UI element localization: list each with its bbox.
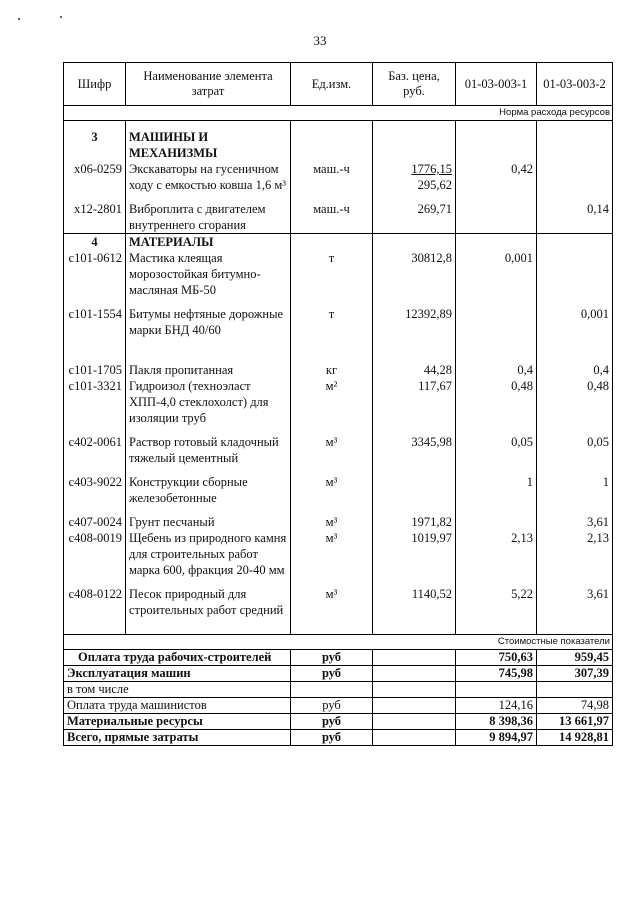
row-code: с101-0612 — [64, 250, 126, 298]
row-unit: маш.-ч — [291, 201, 373, 234]
row-price: 1776,15 295,62 — [373, 161, 456, 193]
totals-value-1: 8 398,36 — [456, 714, 537, 730]
section-title: МАШИНЫ И МЕХАНИЗМЫ — [126, 129, 291, 161]
totals-label: Материальные ресурсы — [64, 714, 291, 730]
table-row — [64, 530, 613, 578]
scan-speck — [60, 16, 62, 18]
row-unit: т — [291, 250, 373, 298]
row-value-1: 2,13 — [456, 530, 537, 578]
row-unit: кг — [291, 362, 373, 378]
row-name: Раствор готовый кладочный тяжелый цементный — [126, 434, 291, 466]
row-value-2: 3,61 — [537, 514, 613, 530]
scan-speck — [18, 18, 20, 20]
header-name: Наименование элемента затрат — [126, 63, 291, 106]
row-name: Экскаваторы на гусеничном ходу с емкостью ковша 1,6 м³ — [126, 161, 291, 193]
row-value-2: 0,4 — [537, 362, 613, 378]
norm-caption: Норма расхода ресурсов — [64, 106, 613, 121]
totals-value-1: 750,63 — [456, 650, 537, 666]
row-value-1: 0,001 — [456, 250, 537, 298]
row-value-1: 0,48 — [456, 378, 537, 426]
row-name: Конструкции сборные железобетонные — [126, 474, 291, 506]
totals-unit — [291, 682, 373, 698]
row-name: Виброплита с двигателем внутреннего сгорания — [126, 201, 291, 234]
table-row — [64, 586, 613, 618]
row-value-2: 0,48 — [537, 378, 613, 426]
row-value-2: 1 — [537, 474, 613, 506]
row-value-2: 0,05 — [537, 434, 613, 466]
row-name: Пакля пропитанная — [126, 362, 291, 378]
row-name: Песок природный для строительных работ средний — [126, 586, 291, 618]
row-price: 1971,82 — [373, 514, 456, 530]
table-row — [64, 362, 613, 378]
row-value-2: 0,001 — [537, 306, 613, 338]
totals-value-2: 959,45 — [537, 650, 613, 666]
row-price: 44,28 — [373, 362, 456, 378]
table-row — [64, 474, 613, 506]
totals-unit: руб — [291, 730, 373, 746]
row-value-1: 0,42 — [456, 161, 537, 193]
row-code: х12-2801 — [64, 201, 126, 234]
row-unit: маш.-ч — [291, 161, 373, 193]
row-code: с408-0019 — [64, 530, 126, 578]
table-row — [64, 514, 613, 530]
row-value-2: 3,61 — [537, 586, 613, 618]
row-value-1: 0,05 — [456, 434, 537, 466]
row-value-2: 2,13 — [537, 530, 613, 578]
totals-value-2: 13 661,97 — [537, 714, 613, 730]
totals-label: Эксплуатация машин — [64, 666, 291, 682]
table-row — [64, 161, 613, 193]
header-col2: 01-03-003-2 — [537, 63, 613, 106]
row-unit: м³ — [291, 530, 373, 578]
header-unit: Ед.изм. — [291, 63, 373, 106]
totals-value-1 — [456, 682, 537, 698]
row-unit: т — [291, 306, 373, 338]
table-row — [64, 201, 613, 234]
page-number: 33 — [313, 33, 327, 48]
section-number: 3 — [64, 129, 126, 161]
totals-label: Оплата труда рабочих-строителей — [64, 650, 291, 666]
row-code: с403-9022 — [64, 474, 126, 506]
row-value-1 — [456, 514, 537, 530]
totals-row — [64, 714, 613, 730]
totals-value-1: 745,98 — [456, 666, 537, 682]
table-header — [64, 63, 613, 121]
row-value-1: 0,4 — [456, 362, 537, 378]
totals-label: Всего, прямые затраты — [64, 730, 291, 746]
row-value-1: 1 — [456, 474, 537, 506]
row-unit: м² — [291, 378, 373, 426]
totals-row — [64, 666, 613, 682]
row-name: Щебень из природного камня для строительных работ марка 600, фракция 20-40 мм — [126, 530, 291, 578]
totals-row — [64, 650, 613, 666]
row-price: 30812,8 — [373, 250, 456, 298]
row-value-1 — [456, 201, 537, 234]
row-unit: м³ — [291, 586, 373, 618]
row-price: 269,71 — [373, 201, 456, 234]
row-unit: м³ — [291, 474, 373, 506]
resource-table — [63, 62, 613, 746]
totals-block — [64, 650, 613, 746]
row-code: с402-0061 — [64, 434, 126, 466]
section-title: МАТЕРИАЛЫ — [126, 234, 291, 251]
totals-unit: руб — [291, 650, 373, 666]
row-unit: м³ — [291, 514, 373, 530]
row-value-1 — [456, 306, 537, 338]
row-price: 12392,89 — [373, 306, 456, 338]
row-code: с101-1554 — [64, 306, 126, 338]
row-value-2 — [537, 250, 613, 298]
row-price: 1140,52 — [373, 586, 456, 618]
row-code: с408-0122 — [64, 586, 126, 618]
totals-label: Оплата труда машинистов — [64, 698, 291, 714]
totals-row — [64, 682, 613, 698]
totals-row — [64, 730, 613, 746]
row-name: Гидроизол (техноэласт ХПП-4,0 стеклохолст) для изоляции труб — [126, 378, 291, 426]
section-number: 4 — [64, 234, 126, 251]
section-header — [64, 129, 613, 161]
row-value-2 — [537, 161, 613, 193]
header-code: Шифр — [64, 63, 126, 106]
header-col1: 01-03-003-1 — [456, 63, 537, 106]
row-price: 3345,98 — [373, 434, 456, 466]
totals-unit: руб — [291, 698, 373, 714]
totals-row — [64, 698, 613, 714]
row-code: с101-1705 — [64, 362, 126, 378]
row-price: 1019,97 — [373, 530, 456, 578]
row-name: Мастика клеящая морозостойкая битумно-масляная МБ-50 — [126, 250, 291, 298]
totals-value-2 — [537, 682, 613, 698]
cost-caption: Стоимостные показатели — [64, 635, 613, 650]
row-price: 117,67 — [373, 378, 456, 426]
totals-value-2: 74,98 — [537, 698, 613, 714]
totals-unit: руб — [291, 666, 373, 682]
header-price: Баз. цена, руб. — [373, 63, 456, 106]
row-code: х06-0259 — [64, 161, 126, 193]
row-value-1: 5,22 — [456, 586, 537, 618]
table-row — [64, 378, 613, 426]
table-row — [64, 434, 613, 466]
row-name: Грунт песчаный — [126, 514, 291, 530]
totals-unit: руб — [291, 714, 373, 730]
totals-label: в том числе — [64, 682, 291, 698]
row-code: с101-3321 — [64, 378, 126, 426]
row-price — [373, 474, 456, 506]
row-name: Битумы нефтяные дорожные марки БНД 40/60 — [126, 306, 291, 338]
table-row — [64, 250, 613, 298]
table-row — [64, 306, 613, 338]
totals-value-1: 9 894,97 — [456, 730, 537, 746]
row-code: с407-0024 — [64, 514, 126, 530]
row-unit: м³ — [291, 434, 373, 466]
row-value-2: 0,14 — [537, 201, 613, 234]
section-header — [64, 234, 613, 251]
totals-value-1: 124,16 — [456, 698, 537, 714]
table-body — [64, 121, 613, 635]
totals-value-2: 307,39 — [537, 666, 613, 682]
totals-value-2: 14 928,81 — [537, 730, 613, 746]
